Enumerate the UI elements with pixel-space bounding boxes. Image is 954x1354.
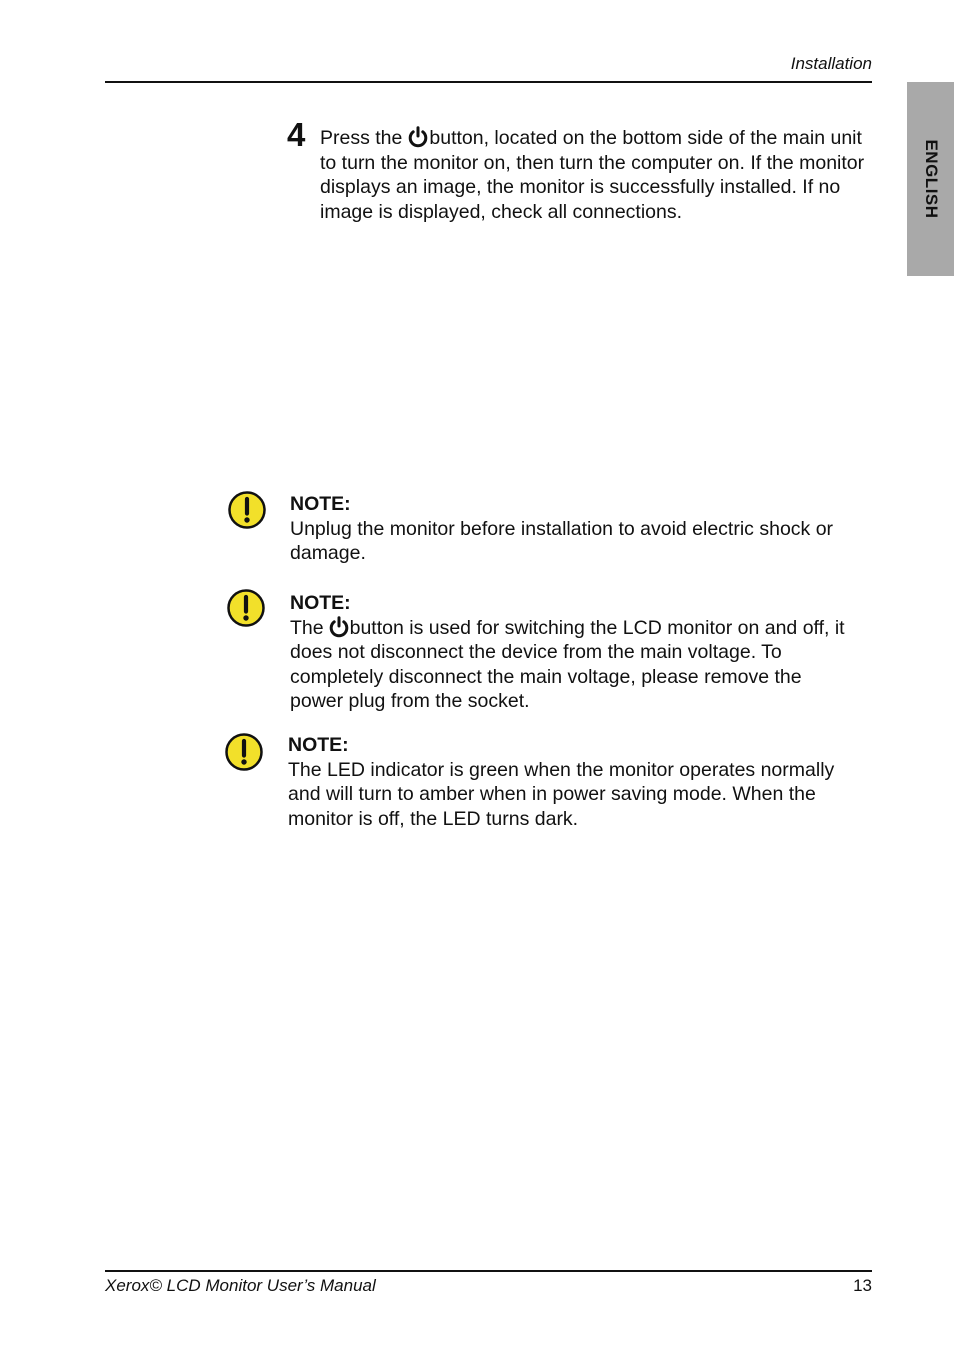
warning-icon bbox=[227, 490, 267, 530]
step-instruction bbox=[320, 126, 865, 224]
step-text-before: Press the bbox=[320, 127, 403, 149]
note-label: NOTE: bbox=[290, 592, 351, 614]
language-label: ENGLISH bbox=[921, 139, 941, 219]
power-icon bbox=[408, 126, 428, 148]
warning-icon bbox=[226, 588, 266, 628]
warning-icon bbox=[224, 732, 264, 772]
page-number: 13 bbox=[853, 1276, 872, 1295]
step-text-after: button, located on the bottom side of the main unit to turn the monitor on, then turn the computer on. If the monitor displays an image, the monitor is successfully installed. If no image is displayed, check all connections. bbox=[320, 127, 865, 223]
header-section-title: Installation bbox=[790, 54, 872, 73]
language-side-tab bbox=[907, 82, 954, 276]
note-1 bbox=[290, 492, 870, 566]
note-text: The LED indicator is green when the monitor operates normally and will turn to amber when in power saving mode. When the monitor is off, the LED turns dark. bbox=[288, 758, 835, 830]
note-text-before: The bbox=[290, 616, 324, 639]
footer-rule bbox=[105, 1270, 872, 1272]
note-text bbox=[290, 616, 860, 714]
note-2 bbox=[290, 591, 860, 714]
footer-manual-title: Xerox© LCD Monitor User’s Manual bbox=[105, 1276, 376, 1295]
step-number: 4 bbox=[287, 116, 306, 153]
note-text-after: button is used for switching the LCD monitor on and off, it does not disconnect the device from the main voltage. To completely disconnect the main voltage, please remove the power plug from the socket. bbox=[290, 616, 845, 712]
note-label: NOTE: bbox=[290, 493, 351, 515]
note-label: NOTE: bbox=[288, 734, 349, 756]
power-icon bbox=[329, 616, 349, 638]
header-rule bbox=[105, 81, 872, 83]
note-text: Unplug the monitor before installation to avoid electric shock or damage. bbox=[290, 517, 834, 564]
note-3 bbox=[288, 733, 868, 831]
